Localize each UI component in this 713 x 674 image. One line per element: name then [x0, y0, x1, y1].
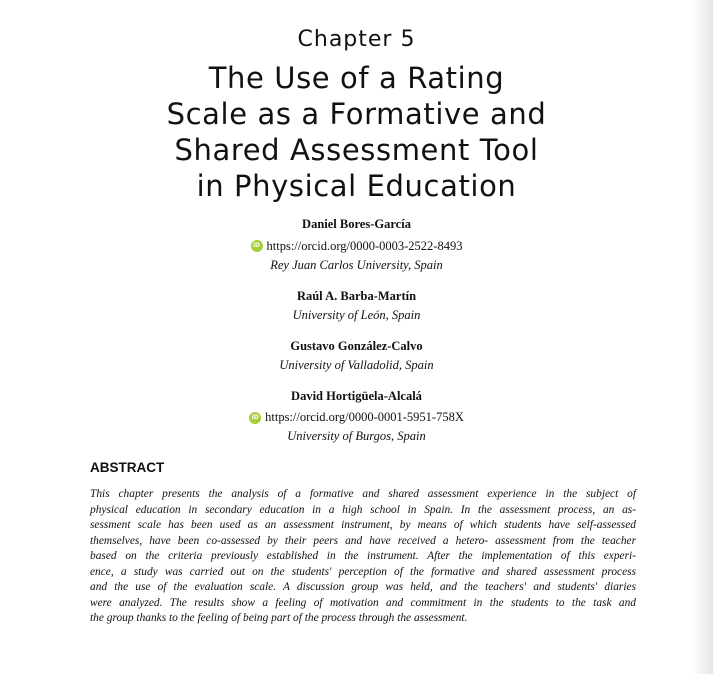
author-affiliation: University of León, Spain — [292, 307, 421, 322]
title-line: in Physical Education — [196, 169, 517, 203]
author-affiliation: Rey Juan Carlos University, Spain — [270, 257, 443, 272]
abstract-line: sessment scale has been used as an assessment instrument, by means of which students have self-assessed — [90, 519, 636, 531]
abstract-line: physical education in secondary education in a high school in Spain. In the assessment process, an as- — [90, 503, 636, 516]
author-name: Raúl A. Barba-Martín — [296, 288, 417, 303]
orcid-link[interactable]: https://orcid.org/0000-0003-2522-8493 — [266, 238, 463, 253]
abstract-line: the group thanks to the feeling of being part of the process through the assessment. — [90, 612, 468, 624]
abstract-line: based on the criteria previously established in the instrument. After the implementation of this experi- — [90, 550, 636, 562]
author-block — [0, 387, 713, 447]
abstract-line: themselves, have been co-assessed by their peers and have received a hetero- assessment from the teacher — [90, 534, 636, 547]
abstract-heading: ABSTRACT — [90, 460, 165, 475]
author-name: Daniel Bores-García — [302, 217, 411, 231]
author-affiliation: University of Valladolid, Spain — [279, 357, 434, 372]
author-affiliation: University of Burgos, Spain — [287, 429, 426, 443]
author-name: Gustavo González-Calvo — [290, 338, 423, 353]
author-block — [0, 215, 713, 275]
abstract-line: were analyzed. The results show a feeling of motivation and commitment in the students to the task and — [90, 596, 636, 609]
orcid-link[interactable]: https://orcid.org/0000-0001-5951-758X — [265, 410, 464, 424]
title-line: The Use of a Rating — [208, 61, 505, 95]
author-list — [0, 215, 713, 458]
author-name: David Hortigüela-Alcalá — [291, 388, 422, 403]
author-block — [0, 337, 713, 375]
title-line: Scale as a Formative and — [166, 97, 547, 131]
abstract-line: This chapter presents the analysis of a formative and shared assessment experience in the subject of — [90, 488, 636, 500]
orcid-icon: iD — [251, 240, 263, 252]
orcid-icon: iD — [249, 412, 261, 424]
abstract-line: ence, a study was carried out on the students' perception of the formative and shared assessment process — [90, 565, 636, 578]
chapter-title — [0, 60, 713, 204]
page-edge-shadow — [691, 0, 713, 674]
chapter-label: Chapter 5 — [297, 27, 416, 52]
orcid-row — [0, 406, 713, 428]
title-line: Shared Assessment Tool — [174, 133, 539, 167]
orcid-row — [0, 234, 713, 256]
abstract-line: and the use of the evaluation scale. A discussion group was held, and the teachers' and students' diaries — [90, 581, 636, 593]
author-block — [0, 287, 713, 325]
abstract-text — [90, 487, 636, 627]
